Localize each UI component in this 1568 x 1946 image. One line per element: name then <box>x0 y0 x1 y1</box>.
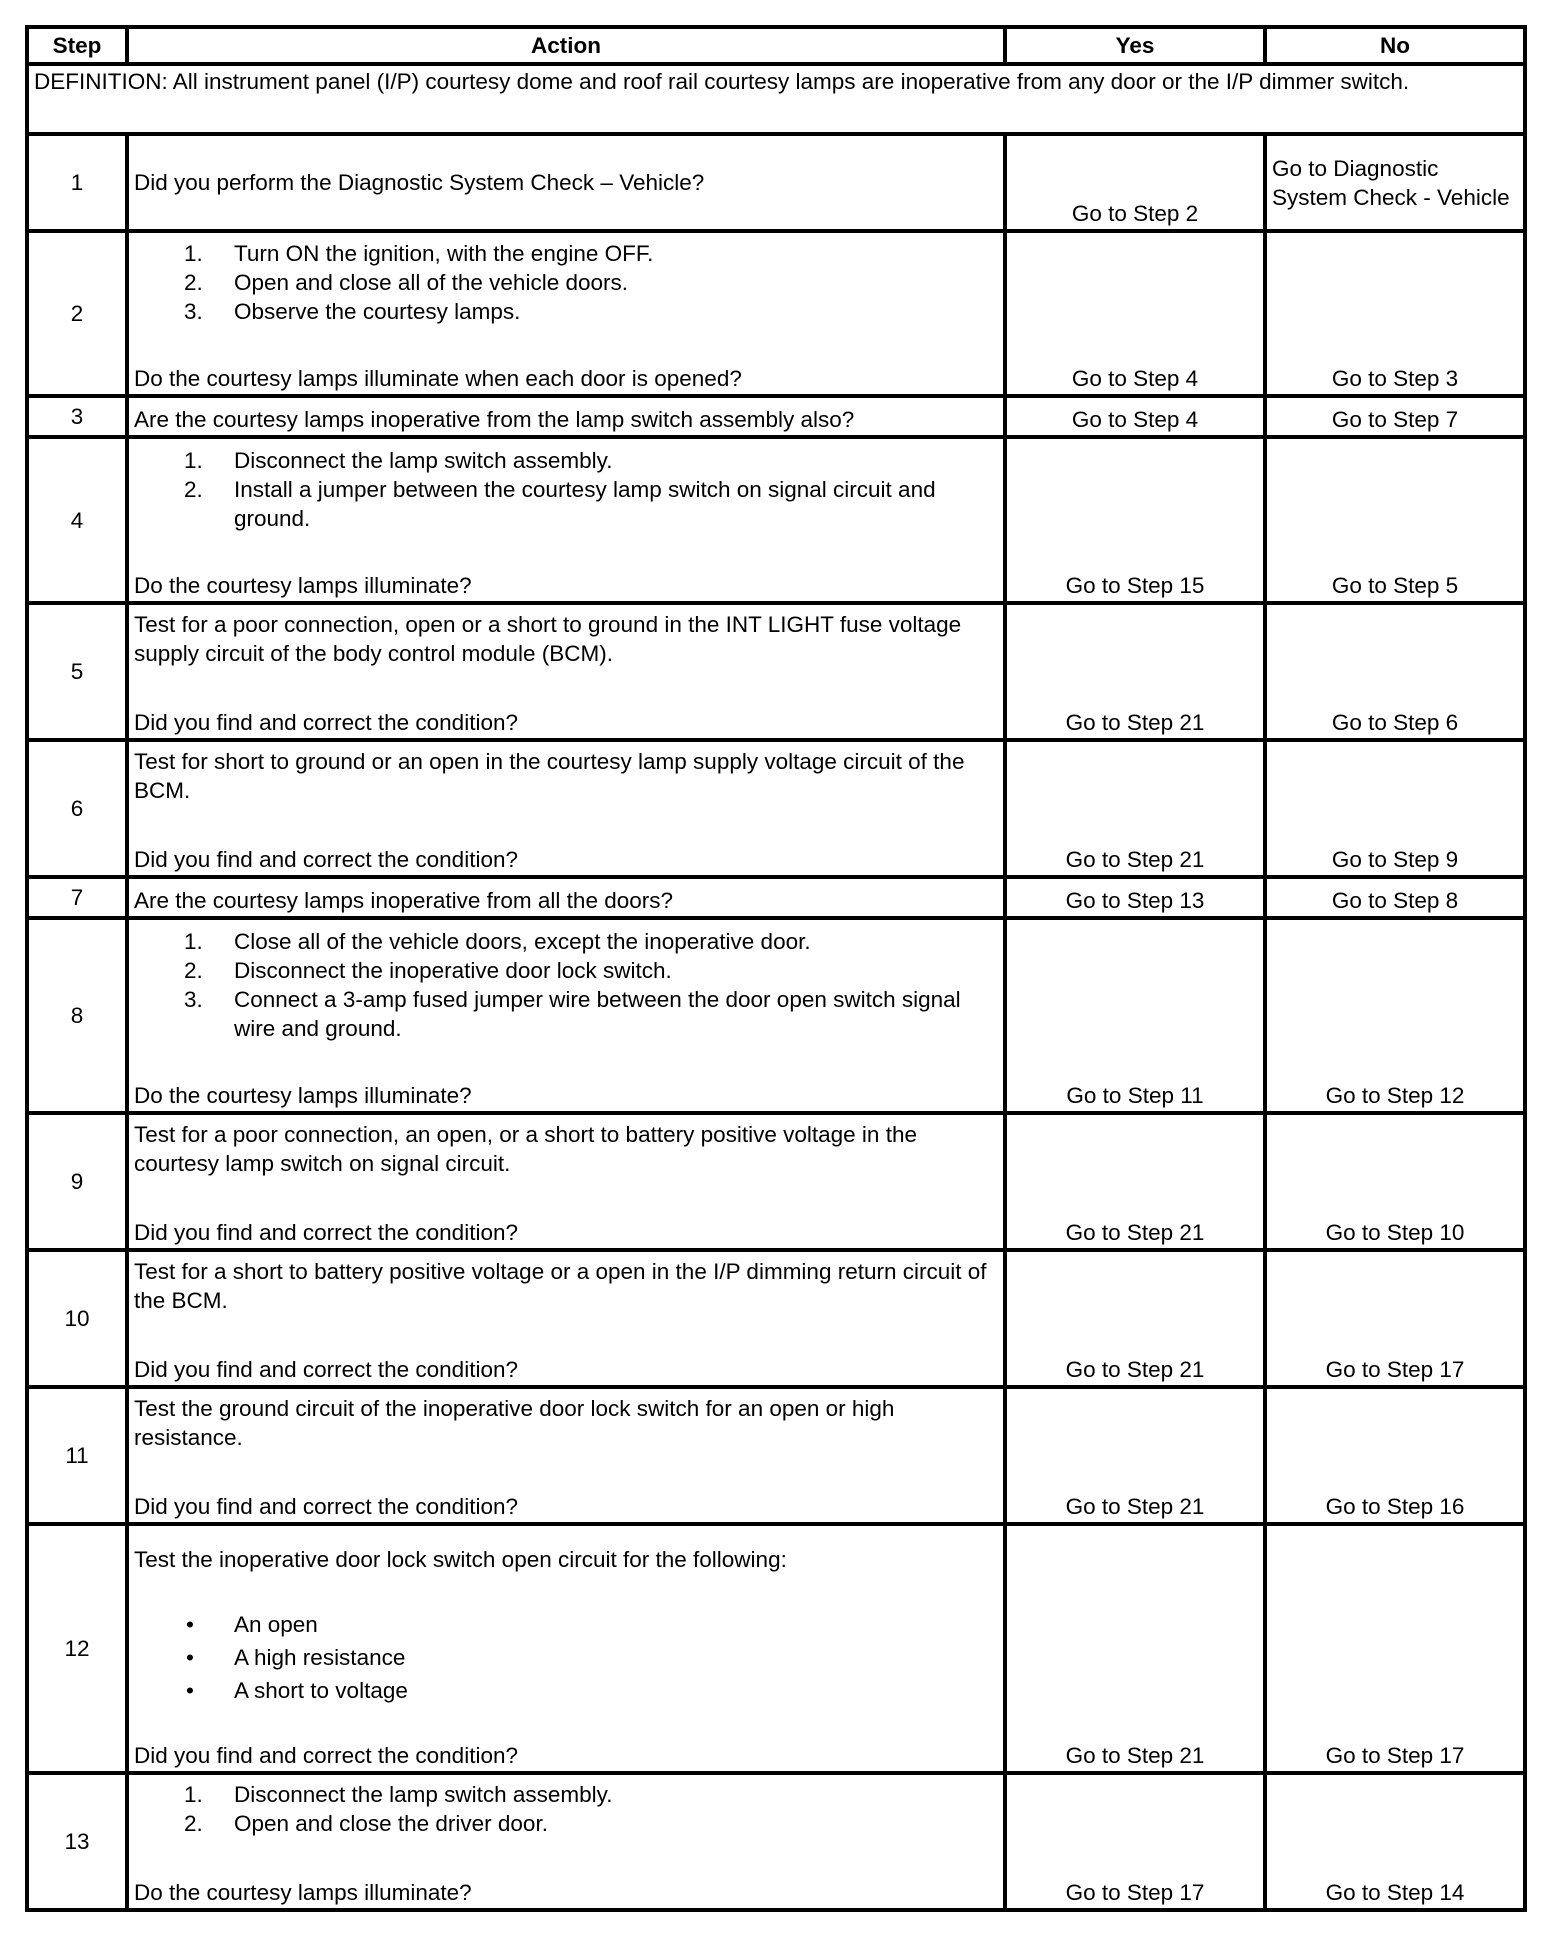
instruction-item: 1. Turn ON the ignition, with the engine OFF. <box>184 241 654 266</box>
instruction-item: 2. Open and close all of the vehicle doors. <box>184 270 628 295</box>
yes-cell: Go to Step 13 <box>1005 877 1265 918</box>
no-cell: Go to Step 16 <box>1265 1387 1525 1524</box>
step-number: 1 <box>27 134 127 231</box>
definition-text: DEFINITION: All instrument panel (I/P) courtesy dome and roof rail courtesy lamps are inoperative from any door or the I/P dimmer switch. <box>27 64 1525 134</box>
action-cell <box>127 603 1005 740</box>
no-cell: Go to Step 17 <box>1265 1524 1525 1773</box>
question: Are the courtesy lamps inoperative from all the doors? <box>134 888 674 913</box>
definition-row <box>27 64 1525 134</box>
action-cell <box>127 437 1005 603</box>
question: Are the courtesy lamps inoperative from the lamp switch assembly also? <box>134 407 855 432</box>
instruction-item: 3. Connect a 3-amp fused jumper wire between the door open switch signal wire and ground. <box>184 987 961 1041</box>
instruction-item: 1. Close all of the vehicle doors, except the inoperative door. <box>184 929 811 954</box>
table-row <box>27 437 1525 603</box>
no-cell: Go to Step 9 <box>1265 740 1525 877</box>
no-cell: Go to Step 7 <box>1265 396 1525 437</box>
yes-cell: Go to Step 21 <box>1005 603 1265 740</box>
question: Did you find and correct the condition? <box>134 710 518 735</box>
step-number: 8 <box>27 918 127 1113</box>
instruction-item: 3. Observe the courtesy lamps. <box>184 299 521 324</box>
no-cell: Go to Step 12 <box>1265 918 1525 1113</box>
bullet-item: • An open <box>186 1612 318 1637</box>
table-row <box>27 877 1525 918</box>
table-row <box>27 134 1525 231</box>
question: Do the courtesy lamps illuminate when each door is opened? <box>134 366 742 391</box>
yes-cell: Go to Step 4 <box>1005 396 1265 437</box>
table-row <box>27 396 1525 437</box>
question: Do the courtesy lamps illuminate? <box>134 1880 472 1905</box>
yes-cell: Go to Step 21 <box>1005 1113 1265 1250</box>
no-cell: Go to Step 5 <box>1265 437 1525 603</box>
instruction-item: 1. Disconnect the lamp switch assembly. <box>184 448 613 473</box>
question: Did you find and correct the condition? <box>134 1220 518 1245</box>
question: Do the courtesy lamps illuminate? <box>134 1083 472 1108</box>
step-number: 9 <box>27 1113 127 1250</box>
yes-cell: Go to Step 4 <box>1005 231 1265 396</box>
no-cell: Go to Step 10 <box>1265 1113 1525 1250</box>
question: Did you find and correct the condition? <box>134 1743 518 1768</box>
action-cell <box>127 1524 1005 1773</box>
table-row <box>27 1524 1525 1773</box>
table-row <box>27 231 1525 396</box>
yes-cell: Go to Step 21 <box>1005 1524 1265 1773</box>
action-cell <box>127 134 1005 231</box>
no-cell: Go to Step 3 <box>1265 231 1525 396</box>
no-cell: Go to Step 17 <box>1265 1250 1525 1387</box>
step-number: 7 <box>27 877 127 918</box>
header-step: Step <box>27 27 127 64</box>
action-text: Test the ground circuit of the inoperative door lock switch for an open or high resistance. <box>134 1396 895 1450</box>
action-cell <box>127 877 1005 918</box>
yes-cell: Go to Step 11 <box>1005 918 1265 1113</box>
header-action: Action <box>127 27 1005 64</box>
header-no: No <box>1265 27 1525 64</box>
instruction-item: 1. Disconnect the lamp switch assembly. <box>184 1782 613 1807</box>
action-cell <box>127 1773 1005 1910</box>
yes-cell: Go to Step 17 <box>1005 1773 1265 1910</box>
no-cell: Go to Step 14 <box>1265 1773 1525 1910</box>
instruction-item: 2. Install a jumper between the courtesy lamp switch on signal circuit and ground. <box>184 477 936 531</box>
table-row <box>27 1250 1525 1387</box>
header-row <box>27 27 1525 64</box>
step-number: 2 <box>27 231 127 396</box>
yes-cell: Go to Step 21 <box>1005 1387 1265 1524</box>
question: Did you find and correct the condition? <box>134 1494 518 1519</box>
diagnostic-table <box>25 25 1527 1912</box>
table-row <box>27 918 1525 1113</box>
action-text: Test the inoperative door lock switch open circuit for the following: <box>134 1547 787 1572</box>
action-text: Test for short to ground or an open in the courtesy lamp supply voltage circuit of the BCM. <box>134 749 965 803</box>
yes-cell: Go to Step 21 <box>1005 740 1265 877</box>
table-row <box>27 1113 1525 1250</box>
step-number: 13 <box>27 1773 127 1910</box>
action-cell <box>127 396 1005 437</box>
question: Did you perform the Diagnostic System Check – Vehicle? <box>134 170 705 195</box>
action-cell <box>127 1387 1005 1524</box>
yes-cell: Go to Step 2 <box>1005 134 1265 231</box>
bullet-item: • A short to voltage <box>186 1678 408 1703</box>
bullet-item: • A high resistance <box>186 1645 406 1670</box>
question: Did you find and correct the condition? <box>134 847 518 872</box>
question: Did you find and correct the condition? <box>134 1357 518 1382</box>
action-cell <box>127 740 1005 877</box>
action-text: Test for a short to battery positive voltage or a open in the I/P dimming return circuit of the BCM. <box>134 1259 987 1313</box>
step-number: 3 <box>27 396 127 437</box>
action-cell <box>127 1250 1005 1387</box>
step-number: 4 <box>27 437 127 603</box>
no-cell: Go to Step 6 <box>1265 603 1525 740</box>
table-row <box>27 1387 1525 1524</box>
instruction-item: 2. Disconnect the inoperative door lock switch. <box>184 958 672 983</box>
instruction-item: 2. Open and close the driver door. <box>184 1811 548 1836</box>
step-number: 10 <box>27 1250 127 1387</box>
action-cell <box>127 231 1005 396</box>
table-row <box>27 1773 1525 1910</box>
no-cell: Go to Diagnostic System Check - Vehicle <box>1265 134 1525 231</box>
no-cell: Go to Step 8 <box>1265 877 1525 918</box>
table-row <box>27 740 1525 877</box>
yes-cell: Go to Step 15 <box>1005 437 1265 603</box>
table-row <box>27 603 1525 740</box>
step-number: 6 <box>27 740 127 877</box>
question: Do the courtesy lamps illuminate? <box>134 573 472 598</box>
step-number: 5 <box>27 603 127 740</box>
action-text: Test for a poor connection, an open, or a short to battery positive voltage in the courtesy lamp switch on signal circuit. <box>134 1122 917 1176</box>
step-number: 11 <box>27 1387 127 1524</box>
action-text: Test for a poor connection, open or a short to ground in the INT LIGHT fuse voltage supply circuit of the body control module (BCM). <box>134 612 962 666</box>
header-yes: Yes <box>1005 27 1265 64</box>
action-cell <box>127 918 1005 1113</box>
step-number: 12 <box>27 1524 127 1773</box>
yes-cell: Go to Step 21 <box>1005 1250 1265 1387</box>
action-cell <box>127 1113 1005 1250</box>
